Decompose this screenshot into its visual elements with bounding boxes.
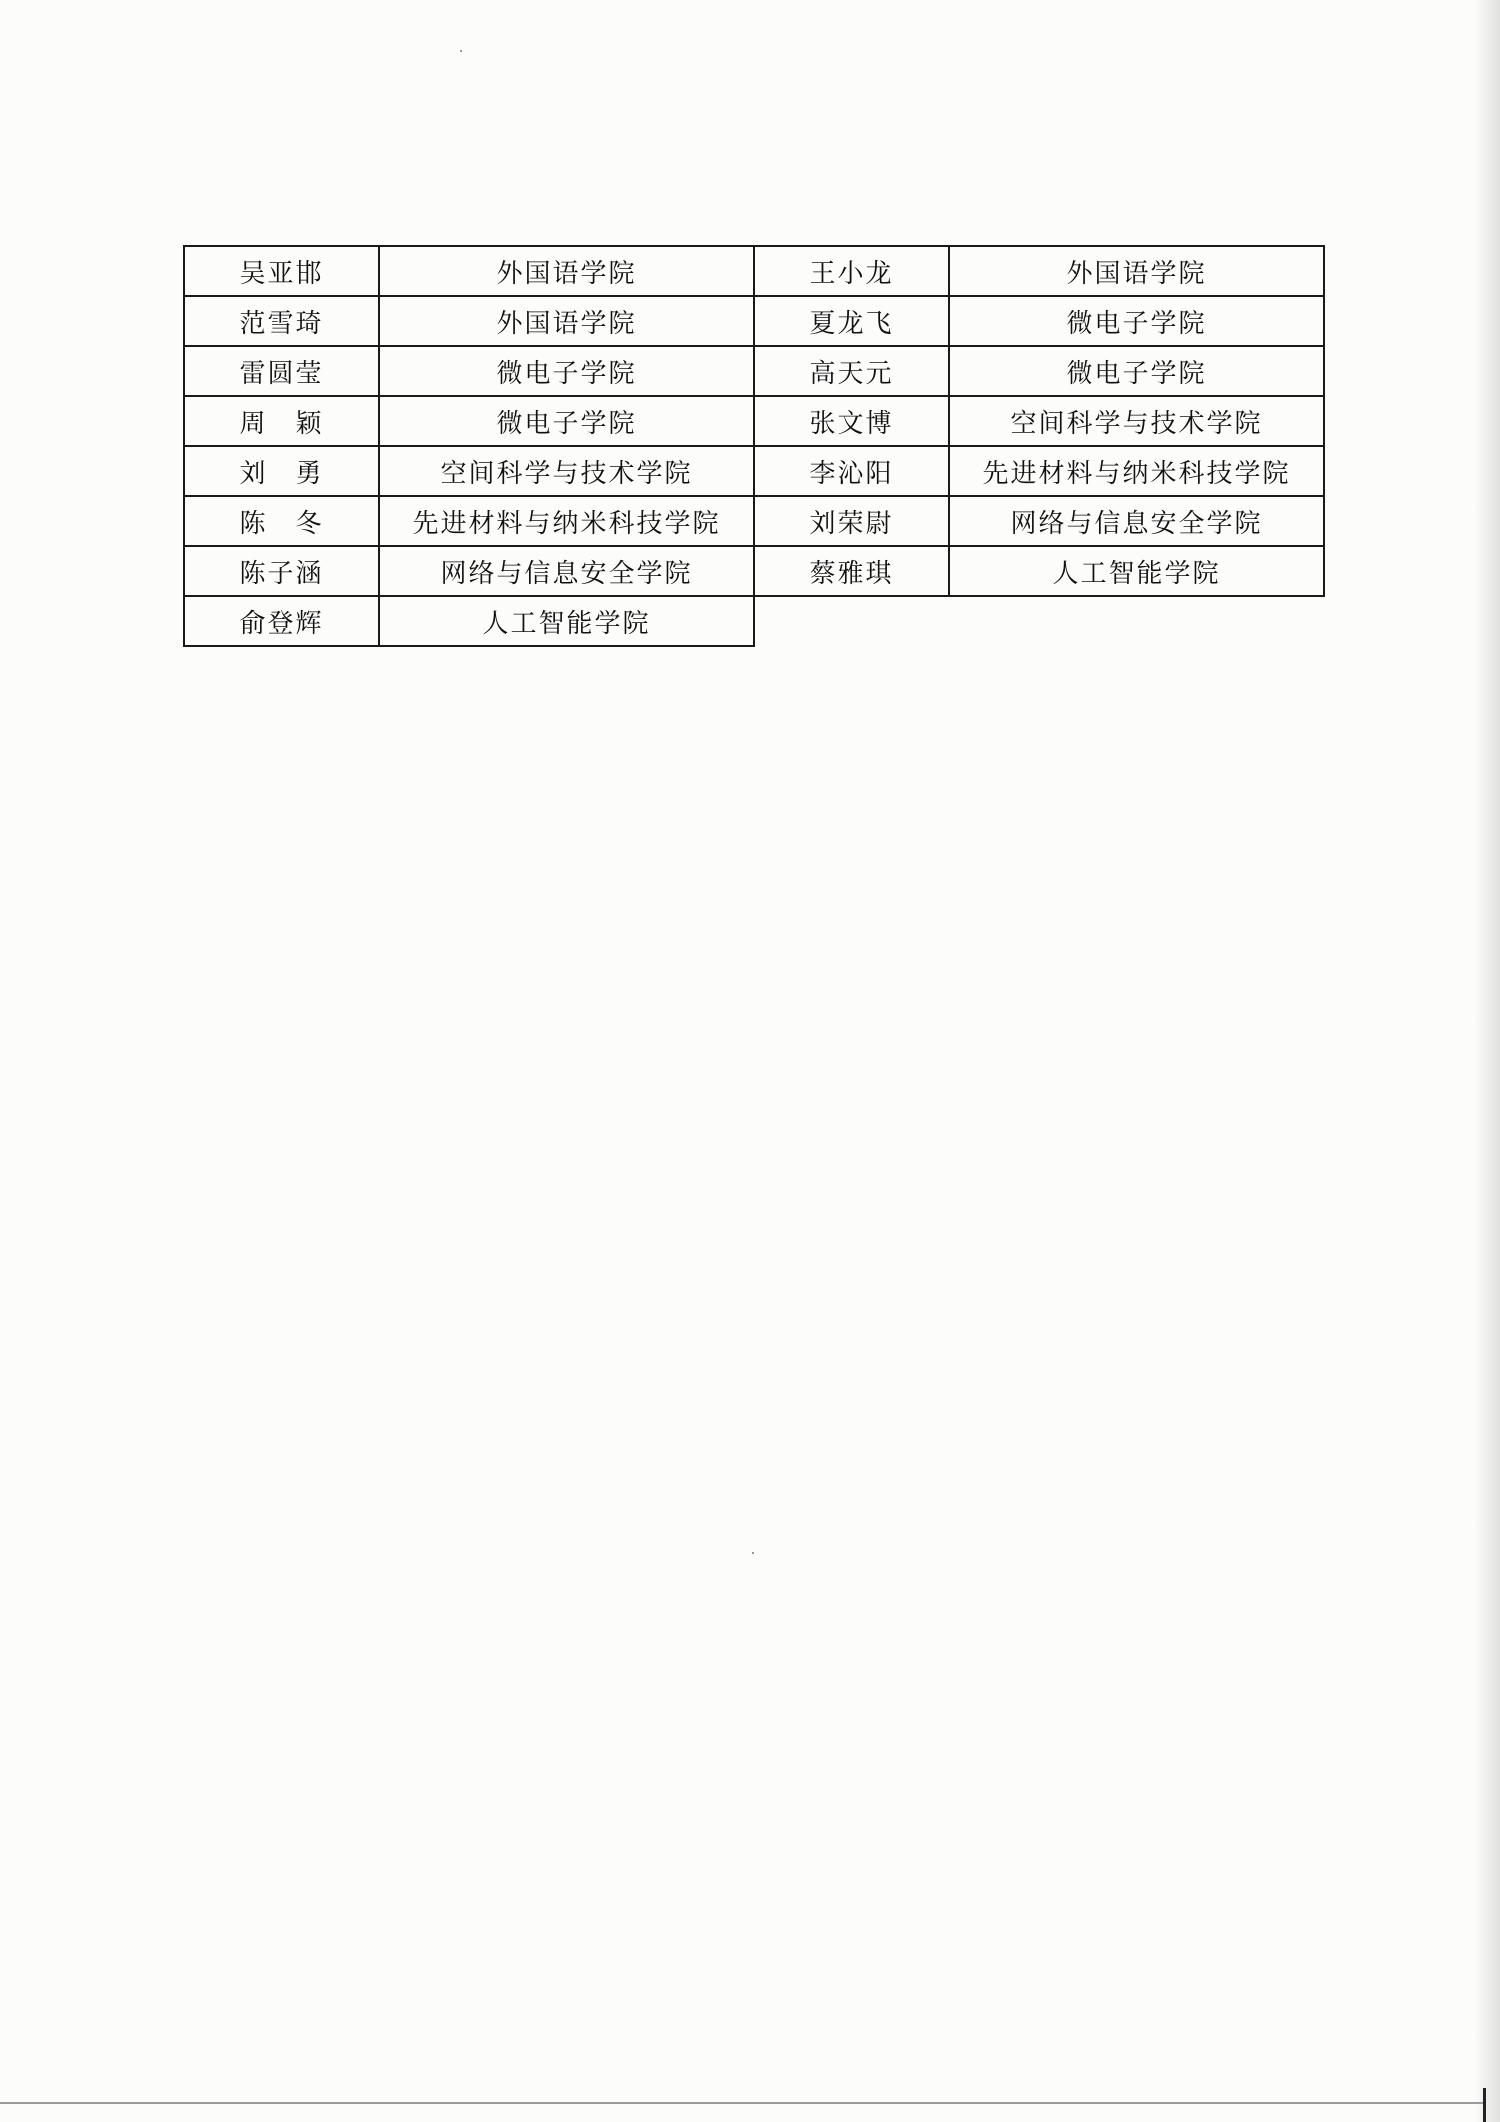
college-cell: 微电子学院: [379, 346, 754, 396]
table-row: [184, 346, 1324, 396]
name-cell: 陈 冬: [184, 496, 379, 546]
empty-cell: [754, 596, 949, 646]
table-row: [184, 596, 1324, 646]
roster-table: [183, 245, 1325, 647]
college-cell: 外国语学院: [379, 296, 754, 346]
college-cell: 人工智能学院: [949, 546, 1324, 596]
college-cell: 外国语学院: [949, 246, 1324, 296]
scan-corner-mark: [1483, 2088, 1486, 2122]
scan-edge-shadow: [1474, 0, 1500, 2122]
name-cell: 吴亚邯: [184, 246, 379, 296]
name-cell: 范雪琦: [184, 296, 379, 346]
name-cell: 雷圆莹: [184, 346, 379, 396]
college-cell: 微电子学院: [949, 296, 1324, 346]
college-cell: 网络与信息安全学院: [949, 496, 1324, 546]
college-cell: 空间科学与技术学院: [379, 446, 754, 496]
college-cell: 先进材料与纳米科技学院: [379, 496, 754, 546]
table-row: [184, 496, 1324, 546]
college-cell: 外国语学院: [379, 246, 754, 296]
scan-speck: [460, 50, 462, 52]
college-cell: 先进材料与纳米科技学院: [949, 446, 1324, 496]
name-cell: 陈子涵: [184, 546, 379, 596]
scan-speck: [752, 1552, 754, 1554]
college-cell: 空间科学与技术学院: [949, 396, 1324, 446]
name-cell: 周 颖: [184, 396, 379, 446]
name-cell: 俞登辉: [184, 596, 379, 646]
table-row: [184, 446, 1324, 496]
name-cell: 张文博: [754, 396, 949, 446]
college-cell: 微电子学院: [379, 396, 754, 446]
table-row: [184, 246, 1324, 296]
name-cell: 李沁阳: [754, 446, 949, 496]
empty-cell: [949, 596, 1324, 646]
college-cell: 人工智能学院: [379, 596, 754, 646]
name-cell: 夏龙飞: [754, 296, 949, 346]
table-row: [184, 546, 1324, 596]
table-row: [184, 296, 1324, 346]
college-cell: 微电子学院: [949, 346, 1324, 396]
table-row: [184, 396, 1324, 446]
college-cell: 网络与信息安全学院: [379, 546, 754, 596]
scan-bottom-line: [0, 2102, 1484, 2104]
name-cell: 刘荣尉: [754, 496, 949, 546]
name-cell: 刘 勇: [184, 446, 379, 496]
name-cell: 蔡雅琪: [754, 546, 949, 596]
name-cell: 高天元: [754, 346, 949, 396]
name-cell: 王小龙: [754, 246, 949, 296]
